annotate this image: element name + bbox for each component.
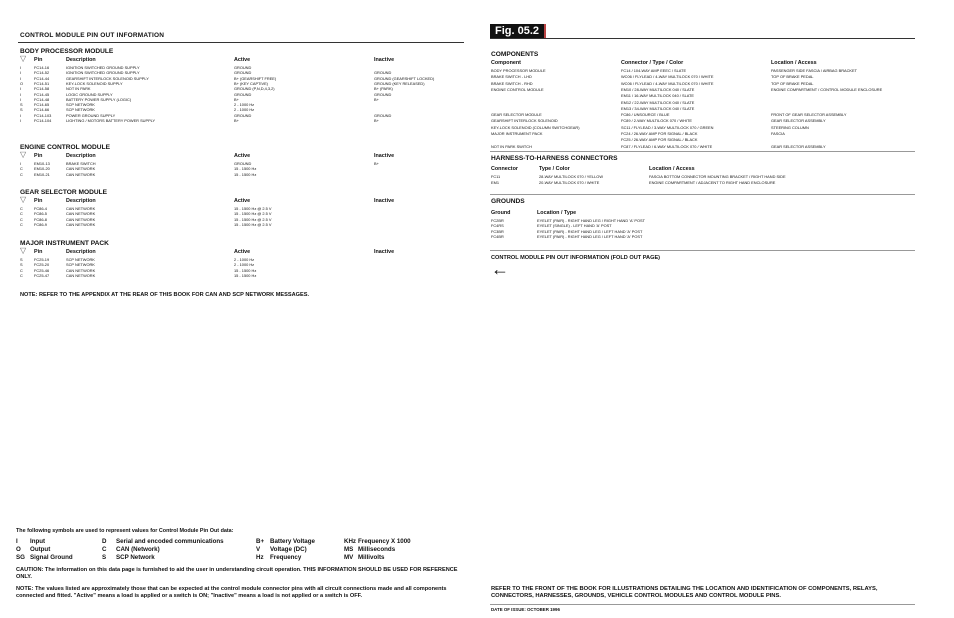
table-cell: SCP NETWORK xyxy=(66,257,95,262)
table-cell: FC14-58 xyxy=(34,86,50,92)
column-header: Inactive xyxy=(374,153,395,159)
table-cell: B+ xyxy=(234,96,239,102)
column-header: Description xyxy=(66,198,96,204)
grounds-table xyxy=(491,208,921,246)
triangle-icon: ▽ xyxy=(20,195,27,204)
table-cell: FC14-48 xyxy=(34,96,50,102)
legend-meaning: Output xyxy=(30,546,51,553)
table-cell: FC89 / 2-WAY MULTILOCK 070 / WHITE xyxy=(621,118,692,124)
table-cell: I xyxy=(20,86,22,92)
legend-meaning: Serial and encoded communications xyxy=(116,538,224,545)
table-cell: SCP NETWORK xyxy=(66,107,95,113)
legend-title: The following symbols are used to represent values for Control Module Pin Out data: xyxy=(16,528,234,534)
legend-symbol: SG xyxy=(16,554,25,561)
table-cell: BRAKE SWITCH xyxy=(66,161,96,166)
foldout-label: CONTROL MODULE PIN OUT INFORMATION (FOLD OUT PAGE) xyxy=(491,255,661,261)
table-cell: FC25-20 xyxy=(34,262,50,268)
table-cell: B+ xyxy=(374,161,379,166)
table-row xyxy=(491,112,921,117)
table-cell: FC14-104 xyxy=(34,118,52,123)
table-cell: BRAKE SWITCH - LHD xyxy=(491,74,532,80)
column-header: Description xyxy=(66,153,96,159)
table-cell: FC14-52 xyxy=(34,70,50,76)
column-header: Active xyxy=(234,57,251,63)
table-row xyxy=(491,118,921,123)
table-cell: CAN NETWORK xyxy=(66,211,96,217)
table-cell: FC25 / 26-WAY AMP FOR SIGNAL / BLACK xyxy=(621,137,698,143)
table-cell: GROUND xyxy=(374,91,392,97)
column-header: Connector / Type / Color xyxy=(621,60,684,66)
table-cell: 2 - 1000 Hz xyxy=(234,102,255,108)
table-cell: FC3BR xyxy=(491,228,504,234)
section-title: MAJOR INSTRUMENT PACK xyxy=(20,240,109,247)
table-cell: CAN NETWORK xyxy=(66,166,96,172)
section-title: BODY PROCESSOR MODULE xyxy=(20,48,114,55)
table-cell: C xyxy=(20,272,23,278)
symbol-legend xyxy=(16,538,456,564)
table-cell: CAN NETWORK xyxy=(66,267,96,273)
table-cell: STEERING COLUMN xyxy=(771,124,809,130)
table-cell: CAN NETWORK xyxy=(66,171,96,177)
table-cell: GROUND xyxy=(234,91,252,97)
legend-meaning: Milliseconds xyxy=(358,546,396,553)
table-cell: I xyxy=(20,70,22,76)
footer-rule xyxy=(490,604,915,605)
table-cell: GEARSHIFT INTERLOCK SOLENOID SUPPLY xyxy=(66,75,149,81)
legend-meaning: Signal Ground xyxy=(30,554,73,561)
table-cell: GROUND xyxy=(234,65,252,70)
table-cell: ENGINE CONTROL MODULE xyxy=(491,86,544,92)
legend-symbol: I xyxy=(16,538,18,545)
table-cell: GROUND (KEY RELEASED) xyxy=(374,80,425,86)
table-cell: EM11 / 16-WAY MULTILOCK 040 / SLATE xyxy=(621,93,695,99)
legend-meaning: Input xyxy=(30,538,46,545)
table-row xyxy=(491,180,921,185)
table-cell: POWER GROUND SUPPLY xyxy=(66,112,116,118)
table-cell: FC86-8 xyxy=(34,216,47,222)
table-cell: NOT IN PARK xyxy=(66,86,91,92)
legend-symbol: KHz xyxy=(344,538,357,545)
table-cell: I xyxy=(20,75,22,81)
table-row xyxy=(20,273,460,278)
table-cell: I xyxy=(20,112,22,118)
table-cell: FC14-16 xyxy=(34,65,50,70)
table-row xyxy=(491,234,921,239)
legend-meaning: Voltage (DC) xyxy=(270,546,307,553)
table-cell: EM10-21 xyxy=(34,171,50,177)
refer-text: REFER TO THE FRONT OF THE BOOK FOR ILLUSTRATIONS DETAILING THE LOCATION AND IDENTIFICATION OF COMPONENTS, RELAYS, CONNECTORS, HARNESSES, GROUNDS, VEHICLE CONTROL MODULES AND CONTROL MODULE PINS. xyxy=(491,586,878,600)
table-cell: GROUND xyxy=(234,112,252,118)
table-row xyxy=(491,87,921,92)
legend-symbol: MV xyxy=(344,554,354,561)
column-header: Type / Color xyxy=(539,166,570,172)
table-cell: GROUND xyxy=(374,112,392,118)
table-cell: IGNITION SWITCHED GROUND SUPPLY xyxy=(66,70,140,76)
table-cell: GROUND (P,N,D,4,3,2) xyxy=(234,86,275,92)
table-cell: C xyxy=(20,216,23,222)
table-cell: FC14-51 xyxy=(34,80,50,86)
table-row xyxy=(20,222,460,227)
legend-symbol: B+ xyxy=(256,538,265,545)
grounds-title: GROUNDS xyxy=(491,198,525,205)
table-cell: SCP NETWORK xyxy=(66,102,95,108)
column-header: Ground xyxy=(491,210,511,216)
table-cell: FC25-46 xyxy=(34,267,50,273)
legend-symbol: S xyxy=(102,554,107,561)
legend-meaning: CAN (Network) xyxy=(116,546,160,553)
table-cell: EM10-20 xyxy=(34,166,50,172)
table-cell: KEY-LOCK SOLENOID SUPPLY xyxy=(66,80,123,86)
arrow-left-icon: ← xyxy=(491,259,509,279)
table-cell: BODY PROCESSOR MODULE xyxy=(491,68,546,73)
table-row xyxy=(491,106,921,111)
components-rule xyxy=(490,151,915,152)
table-cell: SCP NETWORK xyxy=(66,262,95,268)
caution-text: CAUTION: The information on this data page is furnished to aid the user in understanding circuit operation. THIS INFORMATION SHOULD BE USED FOR REFERENCE ONLY. xyxy=(16,567,458,580)
table-cell: C xyxy=(20,206,23,211)
table-cell: EM10 / 28-WAY MULTILOCK 040 / SLATE xyxy=(621,86,695,92)
table-cell: FC14-103 xyxy=(34,112,52,118)
table-row xyxy=(491,100,921,105)
table-cell: 20-WAY MULTILOCK 070 / WHITE xyxy=(539,179,600,185)
table-cell: TOP OF BRAKE PEDAL xyxy=(771,80,814,86)
table-cell: FC24 / 26-WAY AMP FOR SIGNAL / BLACK xyxy=(621,131,698,136)
column-header: Description xyxy=(66,57,96,63)
table-row xyxy=(491,144,921,149)
table-cell: IGNITION SWITCHED GROUND SUPPLY xyxy=(66,65,140,70)
column-header: Active xyxy=(234,198,251,204)
grounds-rule xyxy=(490,250,915,251)
table-cell: CAN NETWORK xyxy=(66,272,96,278)
table-cell: MAJOR INSTRUMENT PACK xyxy=(491,131,543,136)
table-cell: FC14 / 104-WAY AMP EEEC / SLATE xyxy=(621,68,687,73)
table-cell: LOGIC GROUND SUPPLY xyxy=(66,91,113,97)
components-title: COMPONENTS xyxy=(491,51,539,58)
harness-title: HARNESS-TO-HARNESS CONNECTORS xyxy=(491,155,618,162)
legend-meaning: Battery Voltage xyxy=(270,538,315,545)
table-cell: FC25-47 xyxy=(34,272,50,278)
triangle-icon: ▽ xyxy=(20,150,27,159)
table-cell: 2 - 1000 Hz xyxy=(234,257,255,262)
fig-rule xyxy=(490,38,915,39)
table-row xyxy=(491,137,921,142)
table-cell: S xyxy=(20,107,23,113)
table-cell: FC14-65 xyxy=(34,102,50,108)
table-cell: FC86-9 xyxy=(34,221,47,227)
table-row xyxy=(491,125,921,130)
table-cell: GEARSHIFT INTERLOCK SOLENOID xyxy=(491,118,558,124)
table-cell: 15 - 1500 Hz xyxy=(234,267,257,273)
table-cell: FC2BR xyxy=(491,218,504,223)
table-cell: EYELET (PAIR) - RIGHT HAND LEG / RIGHT HAND 'A' POST xyxy=(537,218,645,223)
table-cell: 15 - 1500 Hz @ 2.5 V xyxy=(234,206,272,211)
table-cell: GROUND (GEARSHIFT LOCKED) xyxy=(374,75,435,81)
table-cell: S xyxy=(20,262,23,268)
table-cell: GROUND xyxy=(234,161,252,166)
table-cell: B+ (GEARSHIFT FREE) xyxy=(234,75,277,81)
table-cell: CAN NETWORK xyxy=(66,216,96,222)
table-cell: FC87 / FLYLEAD / 6-WAY MULTILOCK 070 / WHITE xyxy=(621,143,713,149)
table-row xyxy=(491,74,921,79)
table-cell: FC14-45 xyxy=(34,91,50,97)
table-cell: 15 - 1500 Hz @ 2.5 V xyxy=(234,221,272,227)
table-cell: B+ (PARK) xyxy=(374,86,393,92)
column-header: Active xyxy=(234,249,251,255)
table-cell: C xyxy=(20,166,23,172)
column-header: Location / Access xyxy=(771,60,817,66)
table-cell: EM13 / 34-WAY MULTILOCK 040 / SLATE xyxy=(621,105,695,111)
table-cell: 2 - 1000 Hz xyxy=(234,107,255,113)
table-cell: EM10-13 xyxy=(34,161,50,166)
table-cell: 15 - 1500 Hz xyxy=(234,272,257,278)
table-row xyxy=(491,81,921,86)
column-header: Pin xyxy=(34,249,43,255)
table-cell: O xyxy=(20,80,24,86)
legend-symbol: D xyxy=(102,538,107,545)
table-cell: S xyxy=(20,257,23,262)
table-cell: 15 - 1500 Hz xyxy=(234,171,257,177)
table-cell: I xyxy=(20,161,22,166)
table-cell: C xyxy=(20,267,23,273)
page-header: CONTROL MODULE PIN OUT INFORMATION xyxy=(20,32,165,39)
table-cell: 15 - 1500 Hz @ 2.5 V xyxy=(234,211,272,217)
column-header: Pin xyxy=(34,153,43,159)
header-rule xyxy=(18,42,464,43)
table-cell: FC86-4 xyxy=(34,206,47,211)
table-cell: SC11 / FLYLEAD / 3-WAY MULTILOCK 070 / GREEN xyxy=(621,124,714,130)
table-cell: FC4BR xyxy=(491,234,504,240)
table-cell: FC14-66 xyxy=(34,107,50,113)
table-cell: EYELET (SINGLE) - LEFT HAND 'A' POST xyxy=(537,223,612,229)
legend-symbol: C xyxy=(102,546,107,553)
table-cell: GEAR SELECTOR ASSEMBLY xyxy=(771,143,826,149)
column-header: Inactive xyxy=(374,249,395,255)
date-of-issue: DATE OF ISSUE: OCTOBER 1996 xyxy=(491,607,560,612)
table-cell: ENGINE COMPARTMENT / ADJACENT TO RIGHT HAND ENCLOSURE xyxy=(649,179,776,185)
table-cell: B+ xyxy=(374,96,379,102)
column-header: Component xyxy=(491,60,521,66)
table-cell: FASCIA BOTTOM CONNECTOR MOUNTING BRACKET / RIGHT HAND SIDE xyxy=(649,174,786,179)
table-cell: PASSENGER SIDE FASCIA / AIRBAG BRACKET xyxy=(771,68,857,73)
table-cell: I xyxy=(20,96,22,102)
legend-meaning: Frequency X 1000 xyxy=(358,538,411,545)
harness-rule xyxy=(490,194,915,195)
table-cell: ENGINE COMPARTMENT / CONTROL MODULE ENCLOSURE xyxy=(771,86,883,92)
harness-table xyxy=(491,166,921,192)
table-cell: 15 - 1500 Hz @ 2.5 V xyxy=(234,216,272,222)
appendix-note: NOTE: REFER TO THE APPENDIX AT THE REAR OF THIS BOOK FOR CAN AND SCP NETWORK MESSAGES. xyxy=(20,292,310,298)
column-header: Active xyxy=(234,153,251,159)
section-title: GEAR SELECTOR MODULE xyxy=(20,189,108,196)
table-cell: I xyxy=(20,91,22,97)
table-cell: FC86-5 xyxy=(34,211,47,217)
section-title: ENGINE CONTROL MODULE xyxy=(20,144,110,151)
table-cell: TOP OF BRAKE PEDAL xyxy=(771,74,814,80)
components-table xyxy=(491,60,921,150)
table-cell: C xyxy=(20,211,23,217)
table-cell: GROUND xyxy=(234,70,252,76)
table-cell: EM1 xyxy=(491,179,499,185)
column-header: Pin xyxy=(34,198,43,204)
legend-symbol: O xyxy=(16,546,21,553)
table-row xyxy=(491,93,921,98)
table-cell: FC14-44 xyxy=(34,75,50,81)
table-cell: I xyxy=(20,118,22,123)
column-header: Location / Access xyxy=(649,166,695,172)
legend-meaning: Millivolts xyxy=(358,554,385,561)
legend-meaning: Frequency xyxy=(270,554,302,561)
table-cell: BATTERY POWER SUPPLY (LOGIC) xyxy=(66,96,132,102)
table-cell: BRAKE SWITCH - RHD xyxy=(491,80,533,86)
table-cell: CAN NETWORK xyxy=(66,206,96,211)
table-cell: FC86 / UNSOURCE / BLUE xyxy=(621,112,670,118)
table-row xyxy=(20,172,460,177)
values-note: NOTE: The values listed are approximately those that can be expected at the control module connector pins with all circuit connections made and all components connected and fitted. "Active" means a load is applied or a switch is ON; "Inactive" means a load is not applied or a switch is OFF. xyxy=(16,586,447,599)
table-cell: CAN NETWORK xyxy=(66,221,96,227)
legend-symbol: Hz xyxy=(256,554,264,561)
table-cell: C xyxy=(20,171,23,177)
table-cell: GROUND xyxy=(374,70,392,76)
table-cell: EYELET (PAIR) - RIGHT HAND LEG / LEFT HAND 'A' POST xyxy=(537,228,643,234)
table-cell: B+ xyxy=(234,118,239,123)
column-header: Inactive xyxy=(374,198,395,204)
table-cell: FC11 xyxy=(491,174,501,179)
legend-meaning: SCP Network xyxy=(116,554,155,561)
table-cell: B+ (KEY CAPTIVE) xyxy=(234,80,268,86)
table-row xyxy=(20,118,460,123)
table-cell: FC4RS xyxy=(491,223,504,229)
table-cell: 15 - 1500 Hz xyxy=(234,166,257,172)
triangle-icon: ▽ xyxy=(20,54,27,63)
table-cell: FC25-19 xyxy=(34,257,50,262)
table-cell: S xyxy=(20,102,23,108)
table-cell: WC06 / FLYLEAD / 4-WAY MULTILOCK 070 / WHITE xyxy=(621,80,714,86)
table-cell: FASCIA xyxy=(771,131,785,136)
column-header: Connector xyxy=(491,166,518,172)
table-row xyxy=(491,68,921,73)
table-cell: 2 - 1000 Hz xyxy=(234,262,255,268)
legend-symbol: MS xyxy=(344,546,354,553)
table-cell: FRONT OF GEAR SELECTOR ASSEMBLY xyxy=(771,112,847,118)
table-row xyxy=(491,131,921,136)
table-cell: C xyxy=(20,221,23,227)
table-cell: GEAR SELECTOR MODULE xyxy=(491,112,542,118)
table-cell: EM12 / 22-WAY MULTILOCK 040 / SLATE xyxy=(621,99,695,105)
table-cell: EYELET (PAIR) - RIGHT HAND LEG / LEFT HAND 'A' POST xyxy=(537,234,643,240)
table-cell: NOT IN PARK SWITCH xyxy=(491,143,532,149)
figure-label: Fig. 05.2 xyxy=(490,24,546,38)
column-header: Description xyxy=(66,249,96,255)
table-row xyxy=(491,174,921,179)
table-cell: GEAR SELECTOR ASSEMBLY xyxy=(771,118,826,124)
table-cell: 28-WAY MULTILOCK 070 / YELLOW xyxy=(539,174,603,179)
column-header: Pin xyxy=(34,57,43,63)
legend-symbol: V xyxy=(256,546,261,553)
table-cell: KEY-LOCK SOLENOID (COLUMN SWITCHGEAR) xyxy=(491,124,580,130)
table-cell: WC06 / FLYLEAD / 4-WAY MULTILOCK 070 / WHITE xyxy=(621,74,714,80)
table-cell: B+ xyxy=(374,118,379,123)
table-cell: I xyxy=(20,65,22,70)
triangle-icon: ▽ xyxy=(20,246,27,255)
table-cell: LIGHTING / MOTORS BATTERY POWER SUPPLY xyxy=(66,118,156,123)
column-header: Inactive xyxy=(374,57,395,63)
column-header: Location / Type xyxy=(537,210,577,216)
